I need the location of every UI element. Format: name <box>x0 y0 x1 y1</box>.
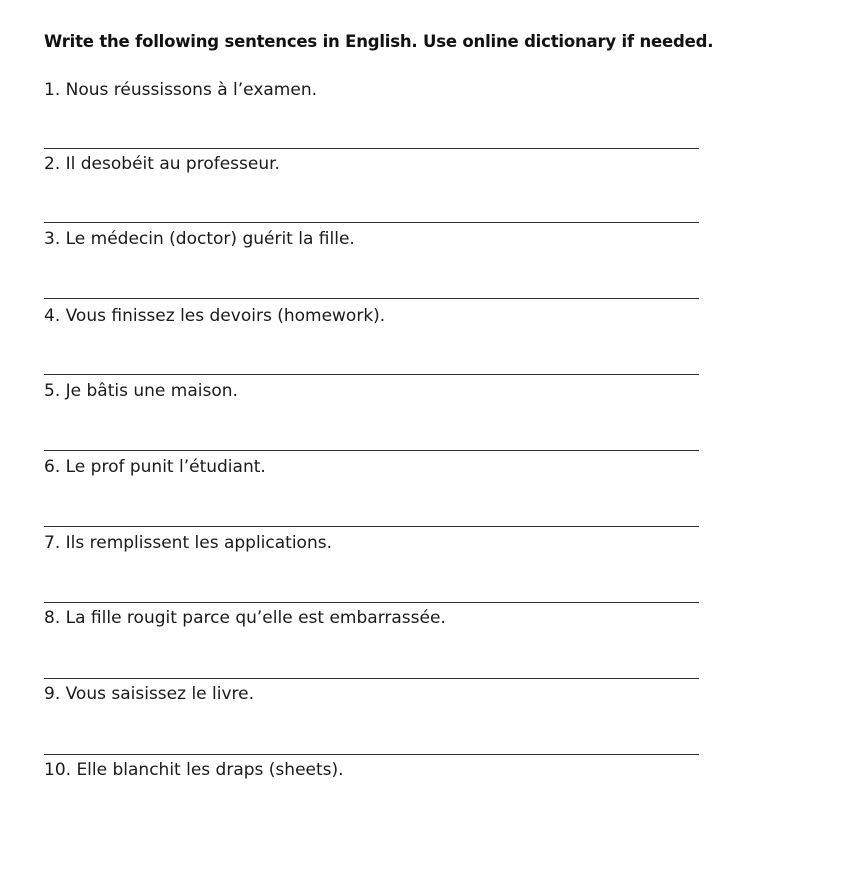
sentence-8: 8. La fille rougit parce qu’elle est embarrassée. <box>44 608 446 628</box>
sentence-3: 3. Le médecin (doctor) guérit la fille. <box>44 229 355 249</box>
answer-line-5[interactable] <box>44 450 699 451</box>
sentence-5: 5. Je bâtis une maison. <box>44 381 238 401</box>
answer-line-8[interactable] <box>44 678 699 679</box>
answer-line-6[interactable] <box>44 526 699 527</box>
answer-line-4[interactable] <box>44 374 699 375</box>
answer-line-3[interactable] <box>44 298 699 299</box>
sentence-7: 7. Ils remplissent les applications. <box>44 533 332 553</box>
sentence-1: 1. Nous réussissons à l’examen. <box>44 80 317 100</box>
answer-line-7[interactable] <box>44 602 699 603</box>
sentence-2: 2. Il desobéit au professeur. <box>44 154 280 174</box>
instructions-heading: Write the following sentences in English. Use online dictionary if needed. <box>44 32 714 51</box>
answer-line-2[interactable] <box>44 222 699 223</box>
answer-line-9[interactable] <box>44 754 699 755</box>
answer-line-1[interactable] <box>44 148 699 149</box>
sentence-9: 9. Vous saisissez le livre. <box>44 684 255 704</box>
sentence-10: 10. Elle blanchit les draps (sheets). <box>44 760 344 780</box>
sentence-6: 6. Le prof punit l’étudiant. <box>44 457 266 477</box>
sentence-4: 4. Vous finissez les devoirs (homework). <box>44 306 386 326</box>
